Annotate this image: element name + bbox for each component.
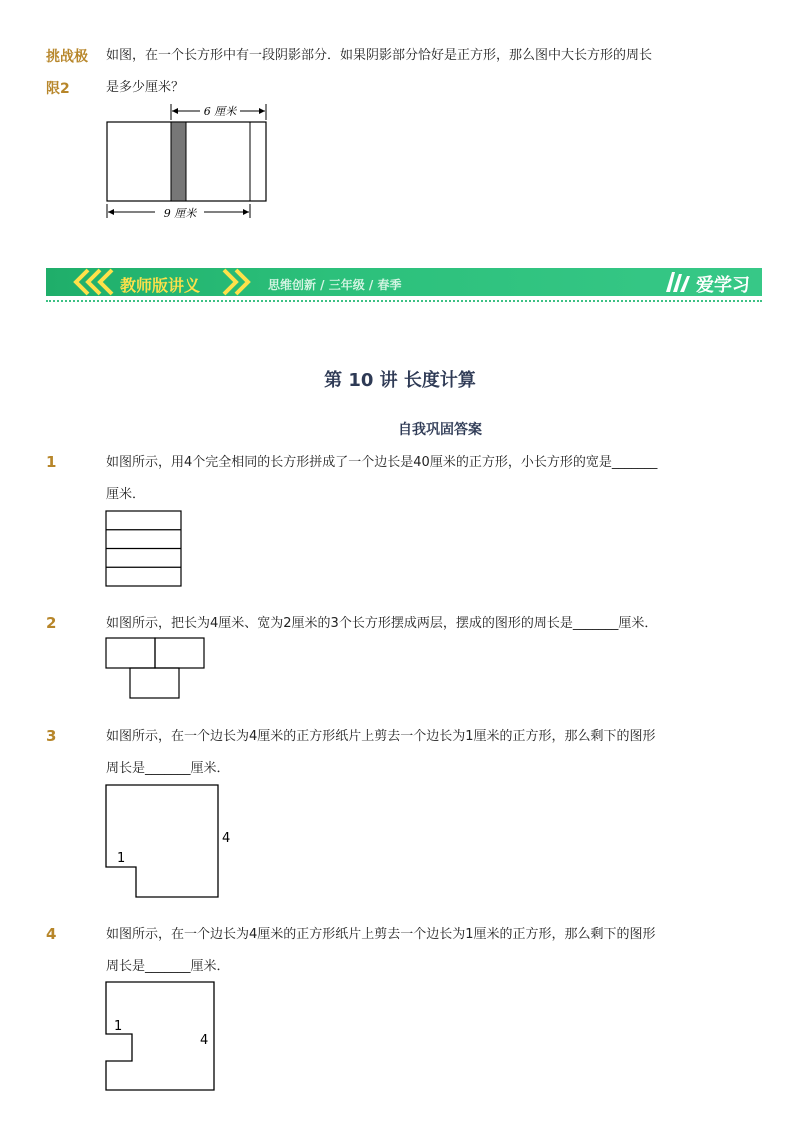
question-text-line2: 周长是_______厘米．: [106, 761, 230, 776]
right-chevrons-icon: [220, 266, 260, 298]
rectangle-top-right: [155, 638, 204, 668]
question-text-line1: 如图所示，把长为4厘米、宽为2厘米的3个长方形摆成两层，摆成的图形的周长是_______厘米．: [106, 616, 658, 631]
cut-length-label: 1: [114, 1019, 123, 1034]
question-text-line1: 如图所示，在一个边长为4厘米的正方形纸片上剪去一个边长为1厘米的正方形，那么剩下的图形: [106, 729, 656, 744]
challenge-text-line1: 如图，在一个长方形中有一段阴影部分．如果阴影部分恰好是正方形，那么图中大长方形的周长: [106, 48, 653, 63]
challenge-figure: [100, 100, 280, 225]
banner-title: 教师版讲义: [120, 276, 201, 295]
top-dimension-label: 6 厘米: [203, 105, 237, 118]
lecture-title: 第 10 讲 长度计算: [324, 370, 476, 391]
side-length-label: 4: [222, 831, 231, 846]
question-text-line2: 周长是_______厘米．: [106, 959, 230, 974]
question-text-line1: 如图所示，在一个边长为4厘米的正方形纸片上剪去一个边长为1厘米的正方形，那么剩下的图形: [106, 927, 656, 942]
q2-figure: [100, 633, 210, 703]
left-chevrons-icon: [70, 266, 120, 298]
rectangle-bottom: [130, 668, 179, 698]
question-number: 4: [46, 925, 57, 943]
side-length-label: 4: [200, 1033, 209, 1048]
cut-square-shape: [106, 785, 218, 897]
arrow-right-icon: [259, 108, 265, 114]
banner-dotted-divider: [46, 300, 762, 302]
q1-figure: [100, 505, 190, 590]
banner-subtitle: 思维创新 / 三年级 / 春季: [268, 278, 402, 292]
arrow-right-icon: [243, 209, 249, 215]
cut-length-label: 1: [117, 851, 126, 866]
q3-figure: [100, 780, 240, 902]
arrow-left-icon: [172, 108, 178, 114]
notched-square-shape: [106, 982, 214, 1090]
shaded-square: [171, 122, 186, 201]
rectangle-top-left: [106, 638, 155, 668]
question-number: 3: [46, 727, 57, 745]
q4-figure: [100, 977, 240, 1097]
question-number: 2: [46, 614, 57, 632]
bottom-dimension-label: 9 厘米: [163, 207, 197, 220]
challenge-label-line1: 挑战极: [46, 49, 88, 65]
brand-name: 爱学习: [696, 275, 750, 296]
question-text-line2: 厘米．: [106, 487, 146, 502]
arrow-left-icon: [108, 209, 114, 215]
brand-logo-icon: [662, 268, 694, 296]
section-title: 自我巩固答案: [398, 422, 482, 438]
challenge-text-line2: 是多少厘米？: [106, 80, 185, 95]
question-text-line1: 如图所示，用4个完全相同的长方形拼成了一个边长是40厘米的正方形，小长方形的宽是_______: [106, 455, 658, 470]
question-number: 1: [46, 453, 57, 471]
challenge-label-line2: 限2: [46, 81, 70, 97]
